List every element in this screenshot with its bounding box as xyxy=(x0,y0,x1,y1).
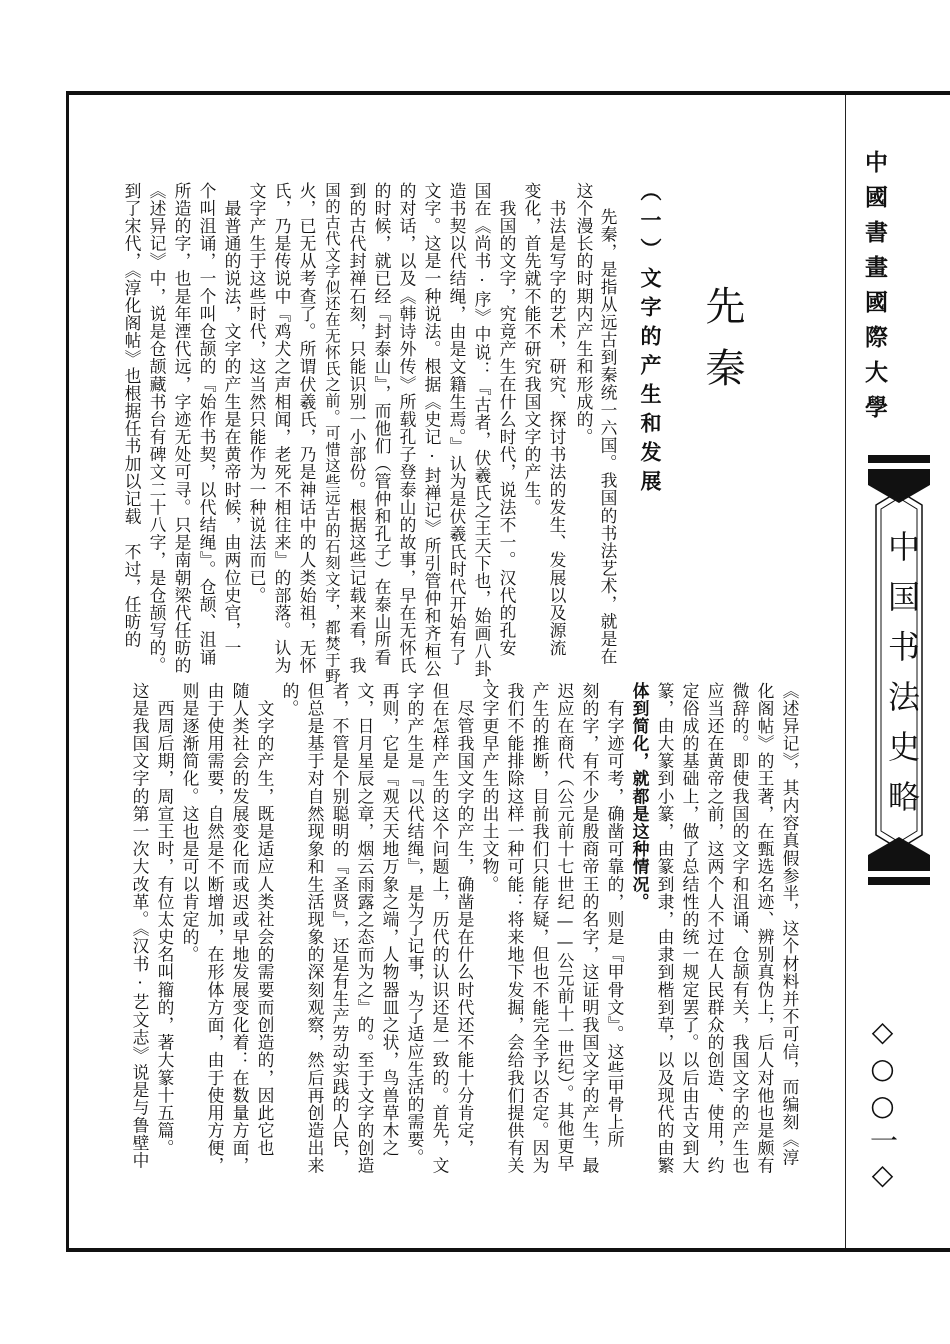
text-column: 文字。这是一种说法。根据《史记·封禅记》所引管仲和齐桓公 xyxy=(422,182,442,678)
text-column: 体到简化，就都是这种情况。 xyxy=(630,682,650,911)
text-column: 再则，它是『观天天地万象之端，人物器皿之状，鸟兽草木之 xyxy=(380,682,400,1157)
page-frame-top-rule xyxy=(66,91,950,95)
text-column: 《述异记》中，说是仓颉藏书台有碑文二十八字，是仓颉写的。 xyxy=(147,182,167,675)
text-column: 的时候，就已经『封泰山』，而他们（管仲和孔子）在泰山所看 xyxy=(372,182,392,667)
text-column: 火，已无从考查了。所谓伏羲氏，乃是神话中的人类始祖，无怀 xyxy=(297,182,317,675)
text-column: 变化，首先就不能不研究我国文字的产生。 xyxy=(522,182,542,517)
text-column: 文，日月星辰之章，烟云雨露之态而为之』的。至于文字的创造 xyxy=(355,682,375,1175)
text-column: 的对话，以及《韩诗外传》所载孔子登泰山的故事，早在无怀氏 xyxy=(397,182,417,675)
text-column: 文字更早产生的出土文物。 xyxy=(480,682,500,894)
text-column: 则是逐渐简化。这也是可以肯定的。 xyxy=(180,682,200,964)
text-column: 的。 xyxy=(280,682,300,718)
text-column: 者，不管是个别聪明的『圣贤』，还是有生产劳动实践的人民， xyxy=(330,682,350,1167)
text-column: 所造的字，也是年湮代远，字迹无处可寻。只是南朝梁代任昉的 xyxy=(172,182,192,675)
page-frame-left-rule xyxy=(66,91,69,1252)
text-column: 这是我国文字的第一次大改革。《汉书·艺文志》说是与鲁壁中 xyxy=(130,682,150,1170)
text-column: 迟应在商代（公元前十七世纪——公元前十一世纪）。其他更早 xyxy=(555,682,575,1173)
text-column: 文字的产生，既是适应人类社会的需要而创造的，因此它也 xyxy=(255,682,275,1157)
text-column: 应当还在黄帝之前，这两个人不过在人民群众的创造、使用，约 xyxy=(705,682,725,1175)
text-column: 篆，由大篆到小篆，由篆到隶，由隶到楷到草，以及现代的由繁 xyxy=(655,682,675,1175)
text-column: 到的古代封禅石刻，只能识别一小部份。根据这些记载来看，我 xyxy=(347,182,367,675)
text-column: 这个漫长的时期内产生和形成的。 xyxy=(574,182,594,446)
text-column: 微辞的。即使我国的文字和沮诵、仓颉有关，我国文字的产生也 xyxy=(730,682,750,1175)
text-column: 文字产生于这些时代，这当然只能作为一种说法而已。 xyxy=(247,182,267,605)
side-margin-divider xyxy=(845,95,846,1248)
chapter-title: 先秦 xyxy=(699,285,745,409)
text-column: 《述异记》，其内容真假参半，这个材料并不可信，而编刻《淳 xyxy=(780,682,800,1167)
page-frame-bottom-rule xyxy=(66,1248,950,1252)
text-column: 但在怎样产生的这个问题上，历代的认识还是一致的。首先，文 xyxy=(430,682,450,1175)
text-column: 我国的文字，究竟产生在什么时代，说法不一。汉代的孔安 xyxy=(497,182,517,657)
text-column: 字的产生是『以代结绳』，是为了记事，为了适应生活的需要。 xyxy=(405,682,425,1167)
text-column: 西周后期，周宣王时，有位太史名叫籀的，著大篆十五篇。 xyxy=(155,682,175,1157)
page-number: ◇○○一◇ xyxy=(866,1015,899,1195)
text-column: 尽管我国文字的产生，确凿是在什么时代还不能十分肯定， xyxy=(455,682,475,1157)
text-column: 书法是写字的艺术，研究、探讨书法的发生、发展以及源流 xyxy=(547,182,567,657)
series-name: 中國書畫國際大學 xyxy=(861,150,887,430)
text-column: 定俗成的基础上，做了总结性的统一规定罢了。以后由古文到大 xyxy=(680,682,700,1175)
text-column: 氏，乃是传说中『鸡犬之声相闻，老死不相往来』的部落。认为 xyxy=(272,182,292,675)
text-column: 造书契以代结绳，由是文籍生焉。』认为是伏羲氏时代开始有了 xyxy=(447,182,467,667)
text-column: 我们不能排除这样一种可能：将来地下发掘，会给我们提供有关 xyxy=(505,682,525,1175)
text-column: 到了宋代，《淳化阁帖》也根据任书加以记载 不过，任昉的 xyxy=(122,182,142,649)
text-column: 国的古代文字似还在无怀氏之前。可惜这些远古的石刻文字，都焚于野 xyxy=(323,182,341,685)
text-column: 但总是基于对自然现象和生活现象的深刻观察，然后再创造出来 xyxy=(305,682,325,1175)
text-column: 产生的推断，目前我们只能存疑，但也不能完全予以否定。因为 xyxy=(530,682,550,1175)
text-column: 国在《尚书·序》中说：『古者，伏羲氏之王天下也，始画八卦， xyxy=(472,182,492,696)
text-column: 随人类社会的发展变化而或迟或早地发展变化着：在数量方面， xyxy=(230,682,250,1175)
text-column: 化阁帖》的王著，在甄选名迹、辨别真伪上，后人对他也是颇有 xyxy=(755,682,775,1175)
text-column: 最普通的说法，文字的产生是在黄帝时候，由两位史官，一 xyxy=(222,182,242,657)
text-column: 先秦，是指从远古到秦统一六国。我国的书法艺术，就是在 xyxy=(598,208,618,666)
text-column: 个叫沮诵，一个叫仓颉的『始作书契，以代结绳』。仓颉、沮诵 xyxy=(197,182,217,667)
book-title: 中国书法史略 xyxy=(883,530,921,830)
text-column: 有字迹可考，确凿可靠的，则是『甲骨文』。这些甲骨上所 xyxy=(605,682,625,1149)
text-column: 由于使用需要，自然是不断增加，在形体方面，由于使用方便， xyxy=(205,682,225,1175)
text-column: 刻的字，有不少是殷商帝王的名字，这证明我国文字的产生，最 xyxy=(580,682,600,1175)
section-heading: （一）文字的产生和发展 xyxy=(638,180,663,499)
